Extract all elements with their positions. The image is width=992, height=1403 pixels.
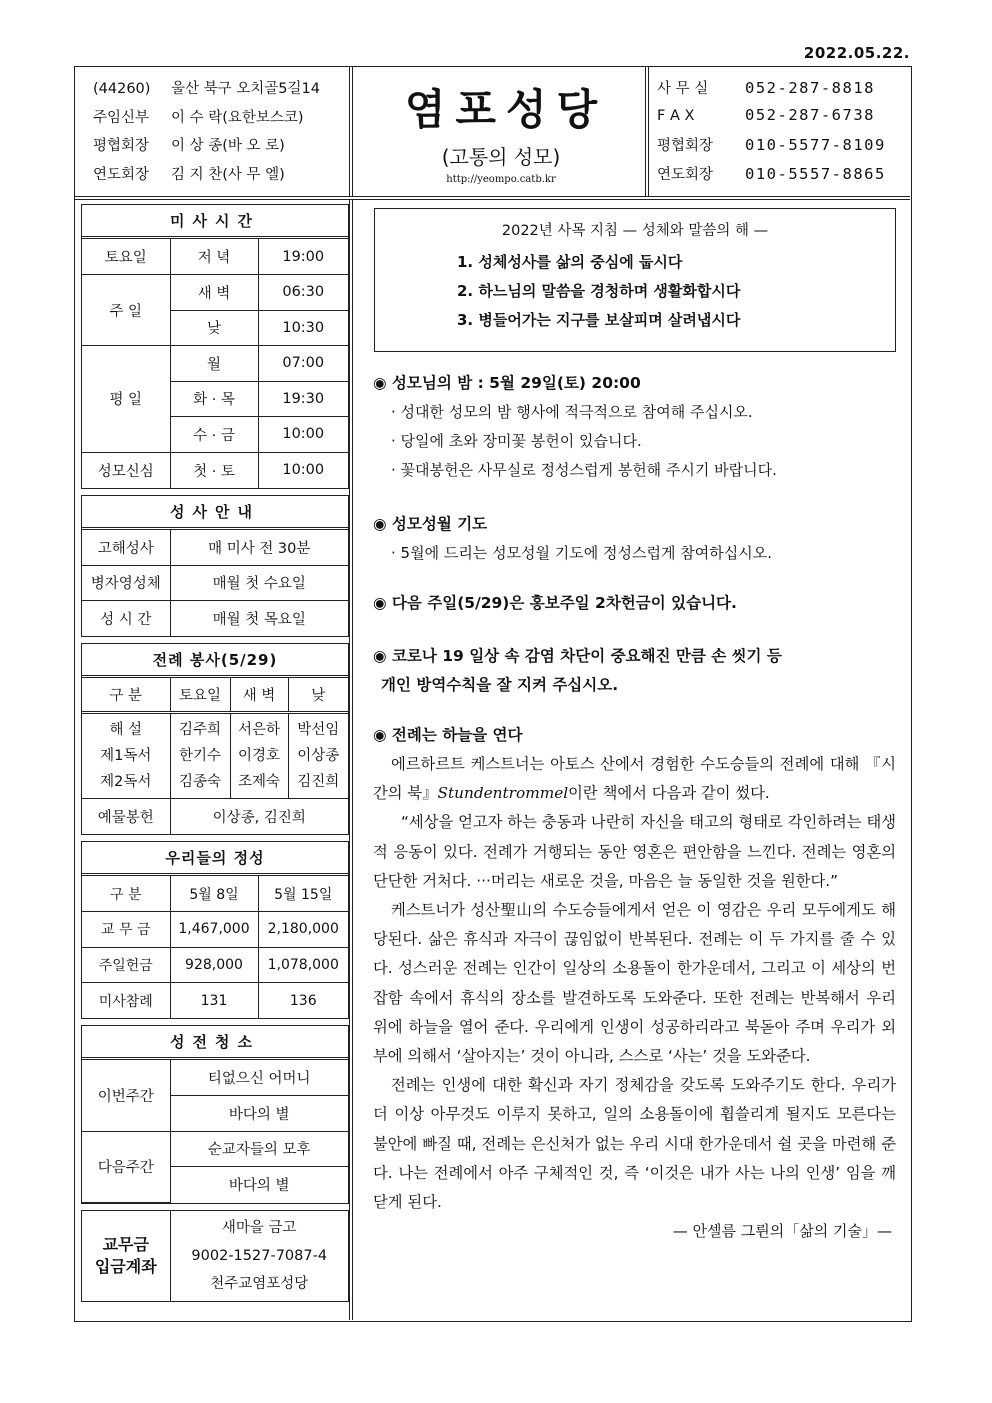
table-row: 다음주간 순교자들의 모후: [82, 1131, 348, 1167]
address-line: (44260) 울산 북구 오치골5길14: [93, 81, 320, 97]
table-row: 수 · 금 10:00: [82, 417, 348, 453]
parish-url[interactable]: http://yeompo.catb.kr: [446, 174, 556, 185]
office-phone-line: 사 무 실 052-287-8818: [657, 79, 875, 97]
notice-title: ◉ 성모성월 기도: [373, 515, 488, 533]
essay-source: — 안셀름 그륀의「삶의 기술」—: [672, 1222, 892, 1241]
sacrament-title: 성사안내: [82, 496, 348, 530]
notice-bullet: · 5월에 드리는 성모성월 기도에 정성스럽게 참여하십시오.: [391, 544, 772, 562]
parish-subtitle: (고통의 성모): [441, 145, 561, 169]
mass-schedule-table: [82, 239, 348, 488]
sacrament-table: [82, 530, 348, 637]
table-row: 고해성사 매 미사 전 30분: [82, 530, 348, 566]
table-row: 성모신심 첫 · 토 10:00: [82, 452, 348, 488]
table-row: 낮 10:30: [82, 310, 348, 346]
cleaning-title: 성전청소: [82, 1026, 348, 1060]
notice-bullet: · 성대한 성모의 밤 행사에 적극적으로 참여해 주십시오.: [391, 403, 753, 421]
council-president-line: 평협회장 이 상 종(바 오 로): [93, 138, 285, 154]
donation-title: 우리들의 정성: [82, 842, 348, 876]
table-row: 화 · 목 19:30: [82, 381, 348, 417]
notice-bullet: · 당일에 초와 장미꽃 봉헌이 있습니다.: [391, 432, 642, 450]
memorial-phone-line: 연도회장 010-5557-8865: [657, 164, 886, 183]
account-table: [82, 1211, 348, 1301]
mass-schedule-box: [81, 204, 349, 489]
cleaning-box: [81, 1025, 349, 1204]
essay-paragraph: 에르하르트 케스트너는 아토스 산에서 경험한 수도승들의 전례에 대해 『시간의 북』Stundentrommel이란 책에서 다음과 같이 썼다.: [373, 755, 896, 803]
guideline-item: 2. 하느님의 말씀을 경청하며 생활화합시다: [457, 282, 741, 300]
liturgy-service-table: [82, 678, 348, 834]
pastor-line: 주임신부 이 수 락(요한보스코): [93, 109, 304, 126]
table-row: 예물봉헌 이상종, 김진희: [82, 798, 348, 834]
guideline-item: 3. 병들어가는 지구를 보살피며 살려냅시다: [457, 311, 741, 329]
notice-bullet: · 꽃대봉헌은 사무실로 정성스럽게 봉헌해 주시기 바랍니다.: [391, 461, 777, 479]
essay-title: ◉ 전례는 하늘을 연다: [373, 726, 523, 744]
table-row: 평 일 월 07:00: [82, 346, 348, 382]
parish-info: [75, 67, 353, 196]
notice-second-collection: [373, 588, 896, 618]
essay-paragraph: 케스트너가 성산聖山의 수도승들에게서 얻은 이 영감은 우리 모두에게도 해당된다. 삶은 휴식과 자극이 끊임없이 반복된다. 전례는 이 두 가지를 줄 수 있다. 성스러운 전례는 인간이 일상의 소용돌이 한가운데서, 그리고 이 세상의 번잡함 속에서 휴식의 장소를 발견하도록 도와준다. 또한 전례는 반복해서 우리 위에 하늘을 열어 준다. 우리에게 인생이 성공하리라고 북돋아 주며 우리가 외부에 의해서 ‘살아지는’ 것이 아니라, 스스로 ‘사는’ 것을 도와준다.: [373, 901, 896, 1066]
notice-may-prayer: [373, 509, 896, 568]
table-row: 주 일 새 벽 06:30: [82, 275, 348, 311]
table-row: 구 분 토요일 새 벽 낮: [82, 678, 348, 712]
essay-paragraph: 전례는 인생에 대한 확신과 자기 정체감을 갖도록 도와주기도 한다. 우리가 더 이상 아무것도 이루지 못하고, 일의 소용돌이에 휩쓸리게 될지도 모른다는 불안에 빠질 때, 전례는 은신처가 없는 우리 시대 한가운데서 쉴 곳을 마련해 준다. 나는 전례에서 아주 구체적인 것, 즉 ‘이것은 내가 사는 나의 인생’ 임을 깨닫게 된다.: [373, 1076, 896, 1212]
bulletin-frame: [74, 66, 912, 1322]
contact-info: [653, 67, 910, 196]
guideline-item: 1. 성체성사를 삶의 중심에 둡시다: [457, 253, 683, 271]
table-row: 병자영성체 매월 첫 수요일: [82, 565, 348, 601]
masthead: [357, 67, 649, 196]
pastoral-guideline-box: [374, 208, 896, 352]
essay-quote: “세상을 얻고자 하는 충동과 나란히 자신을 태고의 형태로 각인하려는 태생적 응동이 있다. 전례가 거행되는 동안 영혼은 편안함을 느낀다. 전례는 영혼의 단단한 거처다. ···머리는 새로운 것을, 마음은 늘 동일한 것을 원한다.”: [373, 813, 896, 890]
fax-line: F A X 052-287-6738: [657, 105, 875, 124]
main-content: [357, 200, 910, 1320]
donation-table: [82, 876, 348, 1018]
essay-section: [373, 720, 896, 1246]
table-row: 바다의 별: [82, 1167, 348, 1203]
bulletin-header: [75, 67, 910, 200]
issue-date: 2022.05.22.: [803, 44, 910, 62]
notice-title-cont: 개인 방역수칙을 잘 지켜 주십시오.: [381, 676, 619, 694]
memorial-president-line: 연도회장 김 지 찬(사 무 엘): [93, 166, 285, 183]
table-row: 미사참례 131 136: [82, 983, 348, 1019]
sidebar: [75, 200, 353, 1320]
notice-title: ◉ 다음 주일(5/29)은 홍보주일 2차헌금이 있습니다.: [373, 594, 737, 612]
mass-schedule-title: 미사시간: [82, 205, 348, 239]
notice-title: ◉ 코로나 19 일상 속 감염 차단이 중요해진 만큼 손 씻기 등: [373, 647, 782, 665]
table-row: 해 설 제1독서 제2독서 김주희 한기수 김종숙 서은하 이경호 조제숙 박선임 이상종 김진희: [82, 712, 348, 798]
table-row: 토요일 저 녁 19:00: [82, 239, 348, 275]
notice-covid: [373, 642, 896, 700]
table-row: 구 분 5월 8일 5월 15일: [82, 876, 348, 912]
table-row: 주일헌금 928,000 1,078,000: [82, 947, 348, 983]
account-box: [81, 1210, 349, 1302]
liturgy-service-title: 전례 봉사(5/29): [82, 644, 348, 678]
table-row: 교 무 금 1,467,000 2,180,000: [82, 912, 348, 948]
sacrament-box: [81, 495, 349, 638]
notice-mary-night: [373, 368, 896, 485]
table-row: 바다의 별: [82, 1096, 348, 1132]
donation-box: [81, 841, 349, 1019]
council-phone-line: 평협회장 010-5577-8109: [657, 136, 886, 154]
notice-title: ◉ 성모님의 밤 : 5월 29일(토) 20:00: [373, 374, 641, 392]
table-row: 이번주간 티없으신 어머니: [82, 1060, 348, 1096]
guideline-title: 2022년 사목 지침 — 성체와 말씀의 해 —: [501, 223, 769, 239]
table-row: 교무금 입금계좌 새마을 금고 9002-1527-7087-4 천주교염포성당: [82, 1211, 348, 1301]
liturgy-service-box: [81, 643, 349, 835]
cleaning-table: [82, 1060, 348, 1203]
parish-title: 염포성당: [404, 85, 608, 134]
table-row: 성 시 간 매월 첫 목요일: [82, 601, 348, 637]
